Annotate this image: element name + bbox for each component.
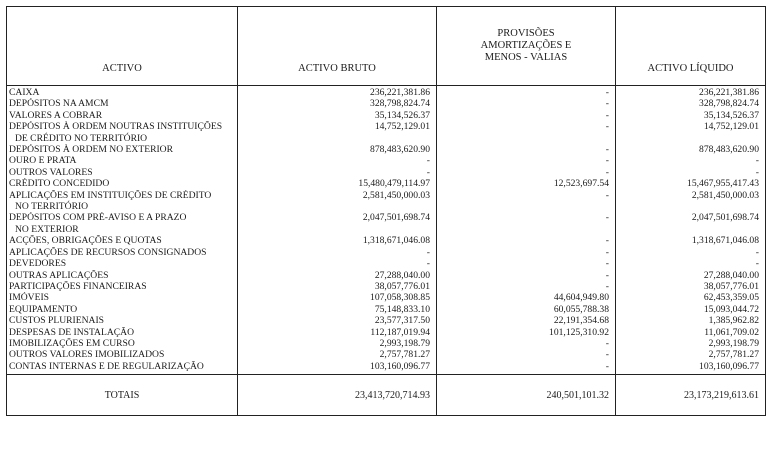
row-label-line: OUTROS VALORES [9, 166, 93, 178]
table-row [7, 235, 766, 246]
cell-provisoes: - [437, 121, 616, 144]
cell-activo-bruto: 236,221,381.86 [238, 86, 437, 99]
cell-provisoes: - [437, 144, 616, 155]
table-row [7, 121, 766, 144]
row-label-line: CRÉDITO CONCEDIDO [9, 178, 110, 190]
table-row [7, 270, 766, 281]
cell-provisoes: - [437, 349, 616, 360]
header-activo: ACTIVO [7, 7, 238, 86]
cell-activo-liquido: 236,221,381.86 [616, 86, 766, 99]
row-label [7, 327, 238, 338]
cell-activo-liquido: 878,483,620.90 [616, 144, 766, 155]
row-label [7, 178, 238, 189]
table-row [7, 247, 766, 258]
row-label [7, 258, 238, 269]
row-label [7, 247, 238, 258]
table-row [7, 349, 766, 360]
cell-activo-liquido: 62,453,359.05 [616, 292, 766, 303]
row-label [7, 349, 238, 360]
table-row [7, 361, 766, 375]
cell-activo-bruto: 35,134,526.37 [238, 110, 437, 121]
row-label-line: NO TERRITÓRIO [15, 201, 89, 213]
row-label-line: CAIXA [9, 87, 40, 98]
table-row [7, 178, 766, 189]
table-row [7, 315, 766, 326]
row-label-line: DEPÓSITOS À ORDEM NO EXTERIOR [9, 144, 173, 156]
table-row [7, 86, 766, 99]
cell-activo-liquido: 2,581,450,000.03 [616, 190, 766, 213]
cell-activo-bruto: - [238, 155, 437, 166]
row-label [7, 212, 238, 235]
row-label-line: APLICAÇÕES DE RECURSOS CONSIGNADOS [9, 246, 207, 258]
cell-activo-liquido: 2,047,501,698.74 [616, 212, 766, 235]
cell-provisoes: - [437, 258, 616, 269]
cell-activo-liquido: 2,993,198.79 [616, 338, 766, 349]
row-label [7, 281, 238, 292]
cell-activo-bruto: 112,187,019.94 [238, 327, 437, 338]
row-label-line: OURO E PRATA [9, 155, 77, 167]
cell-activo-bruto: 107,058,308.85 [238, 292, 437, 303]
cell-activo-liquido: - [616, 155, 766, 166]
cell-activo-bruto: 2,757,781.27 [238, 349, 437, 360]
row-label-line: IMOBILIZAÇÕES EM CURSO [9, 337, 135, 349]
row-label-line: DEPÓSITOS NA AMCM [9, 98, 109, 110]
row-label-line: DESPESAS DE INSTALAÇÃO [9, 326, 135, 338]
cell-activo-liquido: 38,057,776.01 [616, 281, 766, 292]
cell-activo-liquido: 103,160,096.77 [616, 361, 766, 375]
row-label [7, 270, 238, 281]
cell-activo-liquido: 1,385,962.82 [616, 315, 766, 326]
cell-provisoes: 44,604,949.80 [437, 292, 616, 303]
cell-activo-liquido: 328,798,824.74 [616, 98, 766, 109]
table-row [7, 98, 766, 109]
row-label [7, 86, 238, 99]
cell-provisoes: 22,191,354.68 [437, 315, 616, 326]
table-body [7, 86, 766, 375]
cell-activo-bruto: 27,288,040.00 [238, 270, 437, 281]
row-label-line: PARTICIPAÇÕES FINANCEIRAS [9, 280, 147, 292]
cell-activo-liquido: - [616, 258, 766, 269]
cell-provisoes: - [437, 247, 616, 258]
header-provisoes-line: PROVISÕES [497, 28, 555, 39]
table-row [7, 167, 766, 178]
row-label-line: EQUIPAMENTO [9, 303, 78, 315]
row-label-line: NO EXTERIOR [15, 223, 79, 235]
cell-activo-bruto: 103,160,096.77 [238, 361, 437, 375]
header-activo-liquido: ACTIVO LÍQUIDO [616, 7, 766, 86]
cell-provisoes: - [437, 338, 616, 349]
row-label [7, 292, 238, 303]
header-provisoes-line: AMORTIZAÇÕES E [480, 40, 572, 51]
cell-activo-bruto: 2,047,501,698.74 [238, 212, 437, 235]
row-label [7, 235, 238, 246]
cell-activo-liquido: 14,752,129.01 [616, 121, 766, 144]
row-label-line: VALORES A COBRAR [9, 109, 103, 121]
row-label [7, 361, 238, 375]
cell-activo-liquido: 2,757,781.27 [616, 349, 766, 360]
row-label [7, 121, 238, 144]
table-row [7, 338, 766, 349]
row-label-line: CONTAS INTERNAS E DE REGULARIZAÇÃO [9, 360, 204, 372]
totals-bruto: 23,413,720,714.93 [238, 375, 437, 416]
cell-activo-bruto: 328,798,824.74 [238, 98, 437, 109]
table-row [7, 212, 766, 235]
totals-liquido: 23,173,219,613.61 [616, 375, 766, 416]
cell-provisoes: 101,125,310.92 [437, 327, 616, 338]
row-label-line: OUTRAS APLICAÇÕES [9, 269, 109, 281]
header-provisoes-line: MENOS - VALIAS [484, 52, 568, 63]
table-row [7, 304, 766, 315]
cell-activo-bruto: - [238, 247, 437, 258]
cell-provisoes: - [437, 98, 616, 109]
cell-activo-liquido: - [616, 167, 766, 178]
cell-activo-bruto: 15,480,479,114.97 [238, 178, 437, 189]
cell-activo-bruto: 14,752,129.01 [238, 121, 437, 144]
cell-activo-bruto: 2,993,198.79 [238, 338, 437, 349]
cell-activo-bruto: 878,483,620.90 [238, 144, 437, 155]
table-row [7, 110, 766, 121]
cell-activo-bruto: 23,577,317.50 [238, 315, 437, 326]
cell-activo-bruto: - [238, 167, 437, 178]
row-label [7, 304, 238, 315]
row-label [7, 98, 238, 109]
cell-provisoes: - [437, 86, 616, 99]
cell-provisoes: - [437, 167, 616, 178]
cell-activo-bruto: 2,581,450,000.03 [238, 190, 437, 213]
cell-provisoes: - [437, 361, 616, 375]
table-row [7, 155, 766, 166]
row-label-line: CUSTOS PLURIENAIS [9, 315, 104, 327]
row-label [7, 338, 238, 349]
cell-activo-bruto: - [238, 258, 437, 269]
cell-activo-liquido: 15,093,044.72 [616, 304, 766, 315]
cell-activo-bruto: 38,057,776.01 [238, 281, 437, 292]
table-row [7, 292, 766, 303]
table-row [7, 327, 766, 338]
cell-provisoes: - [437, 235, 616, 246]
cell-activo-bruto: 75,148,833.10 [238, 304, 437, 315]
row-label [7, 190, 238, 213]
cell-activo-liquido: 35,134,526.37 [616, 110, 766, 121]
header-provisoes [437, 7, 616, 86]
cell-provisoes: - [437, 270, 616, 281]
totals-provisoes: 240,501,101.32 [437, 375, 616, 416]
cell-activo-liquido: - [616, 247, 766, 258]
cell-provisoes: 60,055,788.38 [437, 304, 616, 315]
row-label-line: IMÓVEIS [9, 292, 49, 304]
cell-provisoes: - [437, 212, 616, 235]
row-label-line: DEPÓSITOS COM PRÉ-AVISO E A PRAZO [9, 212, 187, 224]
cell-activo-liquido: 1,318,671,046.08 [616, 235, 766, 246]
cell-provisoes: - [437, 110, 616, 121]
row-label [7, 315, 238, 326]
row-label-line: DE CRÉDITO NO TERRITÓRIO [15, 132, 148, 144]
cell-activo-liquido: 27,288,040.00 [616, 270, 766, 281]
table-row [7, 190, 766, 213]
row-label [7, 144, 238, 155]
row-label [7, 110, 238, 121]
assets-table [6, 6, 766, 416]
table-row [7, 281, 766, 292]
header-row [7, 7, 766, 86]
table-row [7, 258, 766, 269]
table-row [7, 144, 766, 155]
cell-provisoes: - [437, 190, 616, 213]
balance-sheet [6, 6, 765, 458]
row-label-line: ACÇÕES, OBRIGAÇÕES E QUOTAS [9, 235, 162, 247]
row-label [7, 155, 238, 166]
cell-provisoes: - [437, 155, 616, 166]
row-label-line: OUTROS VALORES IMOBILIZADOS [9, 349, 165, 361]
totals-label: TOTAIS [7, 375, 238, 416]
row-label-line: APLICAÇÕES EM INSTITUIÇÕES DE CRÉDITO [9, 189, 212, 201]
cell-provisoes: 12,523,697.54 [437, 178, 616, 189]
cell-activo-bruto: 1,318,671,046.08 [238, 235, 437, 246]
row-label-line: DEVEDORES [9, 258, 67, 270]
row-label-line: DEPÓSITOS À ORDEM NOUTRAS INSTITUIÇÕES [9, 121, 223, 133]
header-activo-bruto: ACTIVO BRUTO [238, 7, 437, 86]
row-label [7, 167, 238, 178]
cell-activo-liquido: 15,467,955,417.43 [616, 178, 766, 189]
cell-provisoes: - [437, 281, 616, 292]
cell-activo-liquido: 11,061,709.02 [616, 327, 766, 338]
totals-row [7, 375, 766, 416]
